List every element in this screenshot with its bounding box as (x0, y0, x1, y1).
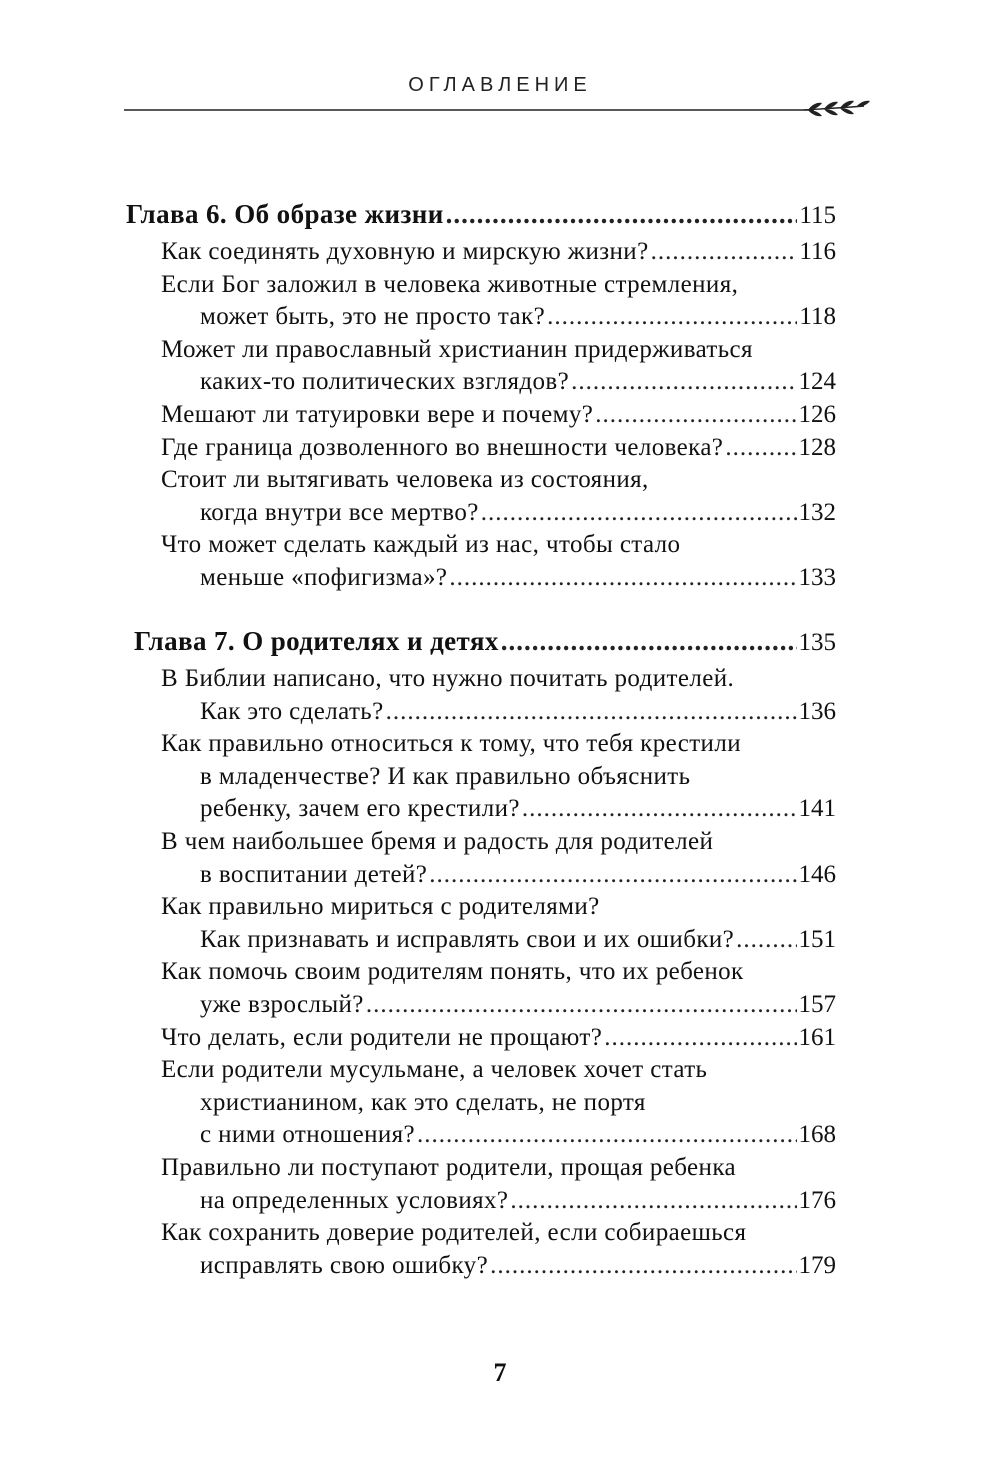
toc-entry-page: 133 (798, 564, 836, 591)
dot-leader (547, 299, 797, 335)
toc-entry-page: 118 (799, 303, 836, 331)
toc-entry-page: 151 (798, 925, 836, 953)
toc-entry-row[interactable] (200, 1248, 836, 1284)
toc-entry-row[interactable] (200, 987, 836, 1023)
dot-leader (595, 397, 796, 433)
toc-entry-row[interactable] (200, 1117, 836, 1153)
toc-entry-page: 126 (798, 401, 836, 428)
toc-entry-title: меньше «пофигизма»? (200, 564, 448, 591)
toc-entry-line: Как помочь своим родителям понять, что их ребенок (161, 958, 744, 986)
toc-entry-page: 161 (798, 1023, 836, 1051)
dot-leader (522, 791, 797, 827)
header-title: ОГЛАВЛЕНИЕ (408, 74, 592, 96)
dot-leader (429, 857, 796, 893)
dot-leader (510, 1183, 796, 1219)
toc-entry-row[interactable] (200, 922, 836, 958)
dot-leader (446, 196, 798, 232)
toc-entry-page: 132 (798, 498, 836, 526)
toc-entry-row[interactable] (200, 299, 836, 335)
toc-entry-line: Как правильно относиться к тому, что тебя крестили (161, 730, 741, 758)
dot-leader (604, 1020, 796, 1056)
toc-entry-page: 157 (798, 991, 836, 1018)
toc-entry-line: Стоит ли вытягивать человека из состояния, (161, 466, 649, 494)
toc-entry-title: когда внутри все мертво? (200, 498, 479, 526)
toc-entry-line: христианином, как это сделать, не портя (200, 1088, 646, 1116)
toc-entry-line: Если Бог заложил в человека животные стремления, (161, 270, 739, 298)
toc-entry-title: ребенку, зачем его крестили? (200, 795, 520, 823)
toc-entry-title: на определенных условиях? (200, 1186, 509, 1214)
dot-leader (449, 560, 796, 596)
toc-entry-page: 136 (798, 697, 836, 725)
dot-leader (736, 922, 796, 958)
toc-entry-line: В Библии написано, что нужно почитать родителей. (161, 665, 735, 692)
dot-leader (501, 623, 797, 659)
dot-leader (366, 987, 797, 1023)
toc-entry-row[interactable] (200, 364, 836, 400)
chapter-heading-row[interactable] (134, 623, 836, 659)
dot-leader (386, 694, 797, 730)
chapter-heading-page: 135 (798, 629, 836, 656)
toc-entry-row[interactable] (200, 694, 836, 730)
toc-entry-page: 128 (798, 433, 836, 461)
chapter-heading-row[interactable] (126, 196, 836, 232)
toc-entry-title: исправлять свою ошибку? (200, 1251, 489, 1279)
toc-entry-title: Как соединять духовную и мирскую жизни? (161, 238, 649, 265)
toc-entry-page: 116 (799, 238, 836, 265)
toc-entry-row[interactable] (161, 1020, 836, 1056)
toc-entry-title: может быть, это не просто так? (200, 303, 546, 331)
toc-entry-line: В чем наибольшее бремя и радость для родителей (161, 828, 714, 855)
dot-leader (490, 1248, 796, 1284)
toc-entry-page: 176 (798, 1186, 836, 1214)
toc-entry-row[interactable] (200, 560, 836, 596)
toc-entry-row[interactable] (200, 791, 836, 827)
toc-entry-page: 179 (798, 1251, 836, 1279)
toc-entry-line: Если родители мусульмане, а человек хочет стать (161, 1056, 708, 1084)
dot-leader (571, 364, 796, 400)
dot-leader (725, 430, 796, 466)
toc-entry-row[interactable] (161, 234, 836, 270)
toc-entry-title: Что делать, если родители не прощают? (161, 1023, 603, 1051)
dot-leader (417, 1117, 796, 1153)
toc-entry-page: 168 (798, 1121, 836, 1149)
toc-entry-title: в воспитании детей? (200, 860, 428, 888)
toc-entry-page: 124 (798, 368, 836, 396)
toc-entry-line: Может ли православный христианин придерживаться (161, 335, 753, 363)
toc-entry-title: с ними отношения? (200, 1121, 416, 1149)
toc-entry-row[interactable] (200, 495, 836, 531)
toc-entry-row[interactable] (161, 430, 836, 466)
toc-entry-page: 141 (798, 795, 836, 823)
toc-entry-line: Что может сделать каждый из нас, чтобы стало (161, 531, 681, 559)
dot-leader (651, 234, 798, 270)
toc-entry-title: Как признавать и исправлять свои и их ошибки? (200, 925, 735, 953)
toc-entry-title: Мешают ли татуировки вере и почему? (161, 401, 594, 428)
page-number: 7 (493, 1358, 507, 1387)
toc-entry-page: 146 (798, 860, 836, 888)
toc-entry-line: Как правильно мириться с родителями? (161, 893, 600, 921)
toc-entry-title: каких-то политических взглядов? (200, 368, 570, 396)
chapter-heading-title: Глава 7. О родителях и детях (134, 626, 499, 656)
toc-entry-title: уже взрослый? (200, 991, 364, 1018)
dot-leader (481, 495, 797, 531)
toc-entry-row[interactable] (200, 1183, 836, 1219)
toc-entry-line: в младенчестве? И как правильно объяснить (200, 762, 691, 790)
toc-entry-line: Правильно ли поступают родители, прощая ребенка (161, 1154, 736, 1181)
toc-entry-row[interactable] (200, 857, 836, 893)
toc-entry-line: Как сохранить доверие родителей, если собираешься (161, 1219, 747, 1247)
chapter-heading-page: 115 (799, 202, 836, 229)
toc-entry-title: Где граница дозволенного во внешности человека? (161, 433, 724, 461)
toc-entry-row[interactable] (161, 397, 836, 433)
toc-entry-title: Как это сделать? (200, 697, 384, 725)
chapter-heading-title: Глава 6. Об образе жизни (126, 199, 444, 229)
